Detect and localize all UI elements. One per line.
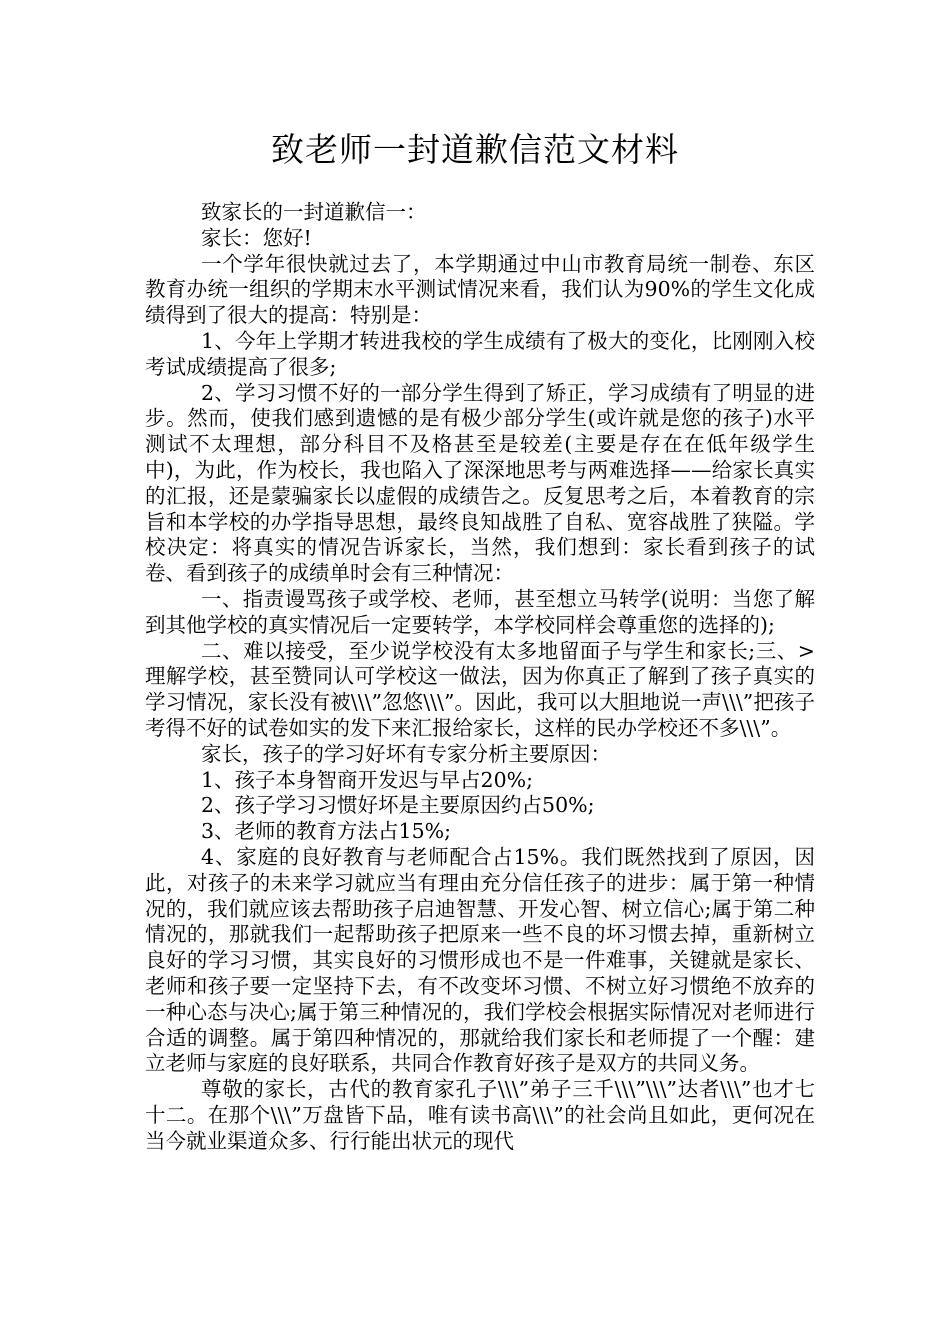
paragraph-greeting: 家长：您好!	[201, 225, 312, 250]
paragraph-reason-2: 2、孩子学习习惯好坏是主要原因约占50%;	[201, 793, 595, 818]
paragraph-analysis-intro: 家长，孩子的学习好坏有专家分析主要原因：	[201, 741, 611, 766]
paragraph-reason-1: 1、孩子本身智商开发迟与早占20%;	[201, 767, 534, 792]
document-body	[145, 200, 815, 1154]
paragraph-reason-4: 4、家庭的良好教育与老师配合占15%。我们既然找到了原因，因此，对孩子的未来学习就应当有理由充分信任孩子的进步：属于第一种情况的，我们就应该去帮助孩子启迪智慧、开发心智、树立信心;属于第二种情况的，那就我们一起帮助孩子把原来一些不良的坏习惯去掉，重新树立良好的学习习惯，其实良好的习惯形成也不是一件难事，关键就是家长、老师和孩子要一定坚持下去，有不改变坏习惯、不树立好习惯绝不放弃的一种心态与决心;属于第三种情况的，我们学校会根据实际情况对老师进行合适的调整。属于第四种情况的，那就给我们家长和老师提了一个醒：建立老师与家庭的良好联系，共同合作教育好孩子是双方的共同义务。	[145, 844, 815, 1076]
paragraph-reason-3: 3、老师的教育方法占15%;	[201, 819, 452, 844]
paragraph-point-2: 2、学习习惯不好的一部分学生得到了矫正，学习成绩有了明显的进步。然而，使我们感到遗憾的是有极少部分学生(或许就是您的孩子)水平测试不太理想，部分科目不及格甚至是较差(主要是存在在低年级学生中)，为此，作为校长，我也陷入了深深地思考与两难选择——给家长真实的汇报，还是蒙骗家长以虚假的成绩告之。反复思考之后，本着教育的宗旨和本学校的办学指导思想，最终良知战胜了自私、宽容战胜了狭隘。学校决定：将真实的情况告诉家长，当然，我们想到：家长看到孩子的试卷、看到孩子的成绩单时会有三种情况：	[145, 380, 815, 586]
paragraph-salutation-heading: 致家长的一封道歉信一：	[201, 200, 427, 224]
document-title: 致老师一封道歉信范文材料	[271, 130, 679, 169]
paragraph-intro: 一个学年很快就过去了，本学期通过中山市教育局统一制卷、东区教育办统一组织的学期末水平测试情况来看，我们认为90%的学生文化成绩得到了很大的提高：特别是：	[145, 251, 815, 328]
paragraph-point-1: 1、今年上学期才转进我校的学生成绩有了极大的变化，比刚刚入校考试成绩提高了很多;	[145, 328, 815, 379]
paragraph-closing: 尊敬的家长，古代的教育家孔子\\\”弟子三千\\\”\\\”达者\\\”也才七十二。在那个\\\”万盘皆下品，唯有读书高\\\”的社会尚且如此，更何况在当今就业渠道众多、行行能出状元的现代	[145, 1077, 815, 1153]
paragraph-case-2-3: 二、难以接受，至少说学校没有太多地留面子与学生和家长;三、>理解学校，甚至赞同认可学校这一做法，因为你真正了解到了孩子真实的学习情况，家长没有被\\\”忽悠\\\”。因此，我可以大胆地说一声\\\”把孩子考得不好的试卷如实的发下来汇报给家长，这样的民办学校还不多\\\”。	[145, 638, 815, 740]
paragraph-case-1: 一、指责谩骂孩子或学校、老师，甚至想立马转学(说明：当您了解到其他学校的真实情况后一定要转学，本学校同样会尊重您的选择的);	[145, 586, 815, 637]
